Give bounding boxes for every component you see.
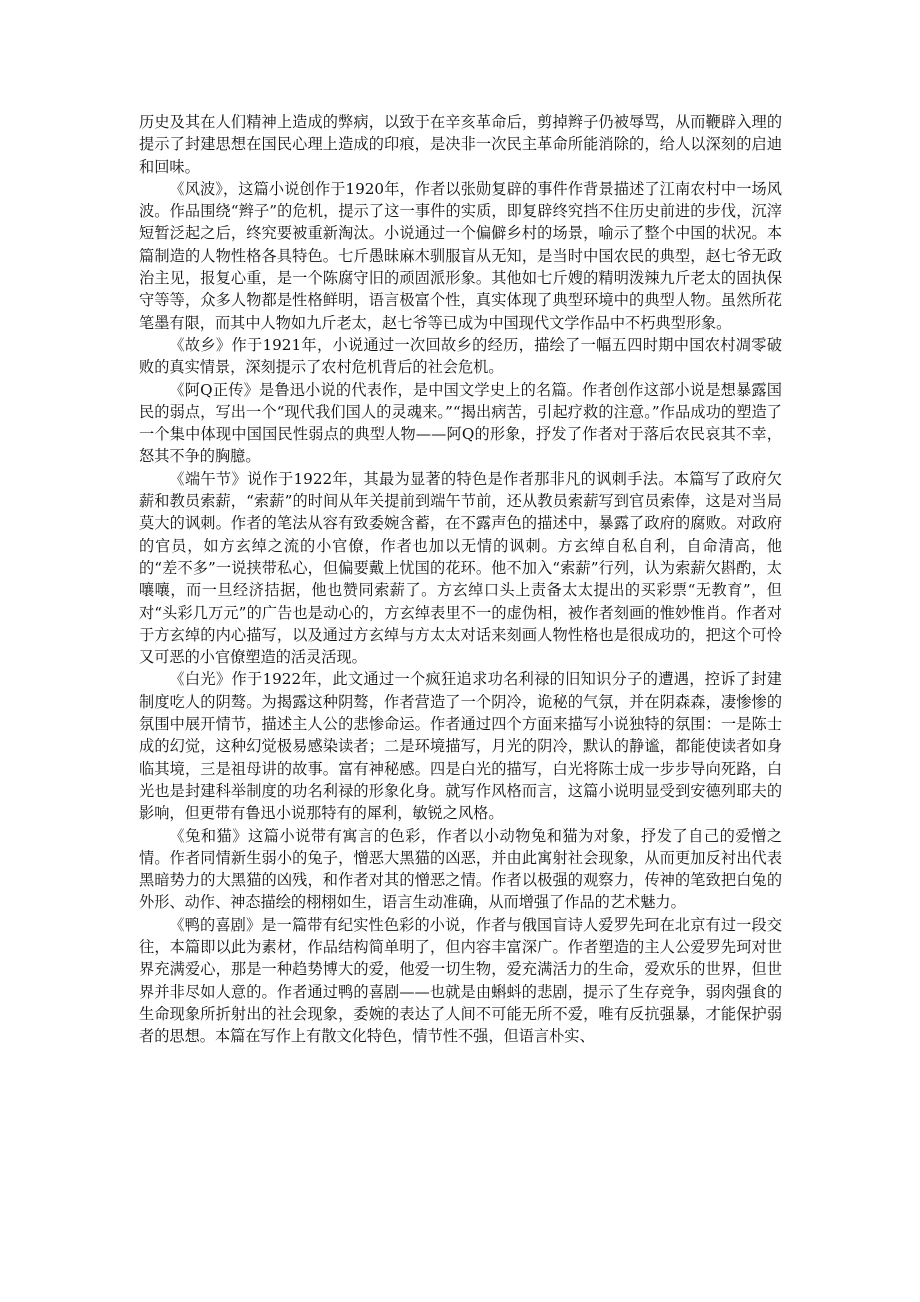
- paragraph-ya-de-xiju: 《鸭的喜剧》是一篇带有纪实性色彩的小说，作者与俄国盲诗人爱罗先珂在北京有过一段交往，本篇即以此为素材，作品结构简单明了，但内容丰富深广。作者塑造的主人公爱罗先珂对世界充满爱心，那是一种趋势博大的爱，他爱一切生物，爱充满活力的生命，爱欢乐的世界，但世界并非尽如人意的。作者通过鸭的喜剧——也就是由蝌蚪的悲剧，提示了生存竞争，弱肉强食的生命现象所折射出的社会现象，委婉的表达了人间不可能无所不爱，唯有反抗强暴，才能保护弱者的思想。本篇在写作上有散文化特色，情节性不强，但语言朴实、: [139, 915, 782, 1046]
- paragraph-guxiang: 《故乡》作于1921年，小说通过一次回故乡的经历，描绘了一幅五四时期中国农村凋零破败的真实情景，深刻提示了农村危机背后的社会危机。: [139, 335, 782, 377]
- paragraph-tu-he-mao: 《兔和猫》这篇小说带有寓言的色彩，作者以小动物兔和猫为对象，抒发了自己的爱憎之情。作者同情新生弱小的兔子，憎恶大黑猫的凶恶，并由此寓射社会现象，从而更加反衬出代表黑暗势力的大黑猫的凶残，和作者对其的憎恶之情。作者以极强的观察力，传神的笔致把白兔的外形、动作、神态描绘的栩栩如生，语言生动准确，从而增强了作品的艺术魅力。: [139, 826, 782, 912]
- paragraph-ah-q: 《阿Q正传》是鲁迅小说的代表作，是中国文学史上的名篇。作者创作这部小说是想暴露国民的弱点，写出一个“现代我们国人的灵魂来。”“揭出病苦，引起疗救的注意。”作品成功的塑造了一个集中体现中国国民性弱点的典型人物——阿Q的形象，抒发了作者对于落后农民哀其不幸，怒其不争的胸臆。: [139, 380, 782, 466]
- document-page: [139, 111, 782, 1047]
- paragraph-duanwujie: 《端午节》说作于1922年，其最为显著的特色是作者那非凡的讽刺手法。本篇写了政府欠薪和教员索薪，“索薪”的时间从年关提前到端午节前，还从教员索薪写到官员索俸，这是对当局莫大的讽刺。作者的笔法从容有致委婉含蓄，在不露声色的描述中，暴露了政府的腐败。对政府的官员，如方玄绰之流的小官僚，作者也加以无情的讽刺。方玄绰自私自利，自命清高，他的“差不多”一说挟带私心，但偏要戴上忧国的花环。他不加入“索薪”行列，认为索薪欠斟酌，太嚷嚷，而一旦经济拮据，他也赞同索薪了。方玄绰口头上责备太太提出的买彩票“无教育”，但对“头彩几万元”的广告也是动心的，方玄绰表里不一的虚伪相，被作者刻画的惟妙惟肖。作者对于方玄绰的内心描写，以及通过方玄绰与方太太对话来刻画人物性格也是很成功的，把这个可怜又可恶的小官僚塑造的活灵活现。: [139, 469, 782, 667]
- paragraph-queue-continuation: 历史及其在人们精神上造成的弊病，以致于在辛亥革命后，剪掉辫子仍被辱骂，从而鞭辟入理的提示了封建思想在国民心理上造成的印痕，是决非一次民主革命所能消除的，给人以深刻的启迪和回味。: [139, 113, 782, 176]
- paragraph-baiguang: 《白光》作于1922年，此文通过一个疯狂追求功名利禄的旧知识分子的遭遇，控诉了封建制度吃人的阴骜。为揭露这种阴骜，作者营造了一个阴冷，诡秘的气氛，并在阴森森，凄惨惨的氛围中展开情节，描述主人公的悲惨命运。作者通过四个方面来描写小说独特的氛围：一是陈士成的幻觉，这种幻觉极易感染读者；二是环境描写，月光的阴冷，默认的静谧，都能使读者如身临其境，三是祖母讲的故事。富有神秘感。四是白光的描写，白光将陈士成一步步导向死路，白光也是封建科举制度的功名利禄的形象化身。就写作风格而言，这篇小说明显受到安德列耶夫的影响，但更带有鲁迅小说那特有的犀利，敏锐之风格。: [139, 670, 782, 823]
- paragraph-fengbo: 《风波》，这篇小说创作于1920年，作者以张勋复辟的事件作背景描述了江南农村中一场风波。作品围绕“辫子”的危机，提示了这一事件的实质，即复辟终究挡不住历史前进的步伐，沉滓短暂泛起之后，终究要被重新淘汰。小说通过一个偏僻乡村的场景，喻示了整个中国的状况。本篇制造的人物性格各具特色。七斤愚昧麻木驯服盲从无知，是当时中国农民的典型，赵七爷无政治主见，报复心重，是一个陈腐守旧的顽固派形象。其他如七斤嫂的精明泼辣九斤老太的固执保守等等，众多人物都是性格鲜明，语言极富个性，真实体现了典型环境中的典型人物。虽然所花笔墨有限，而其中人物如九斤老太，赵七爷等已成为中国现代文学作品中不朽典型形象。: [139, 179, 782, 332]
